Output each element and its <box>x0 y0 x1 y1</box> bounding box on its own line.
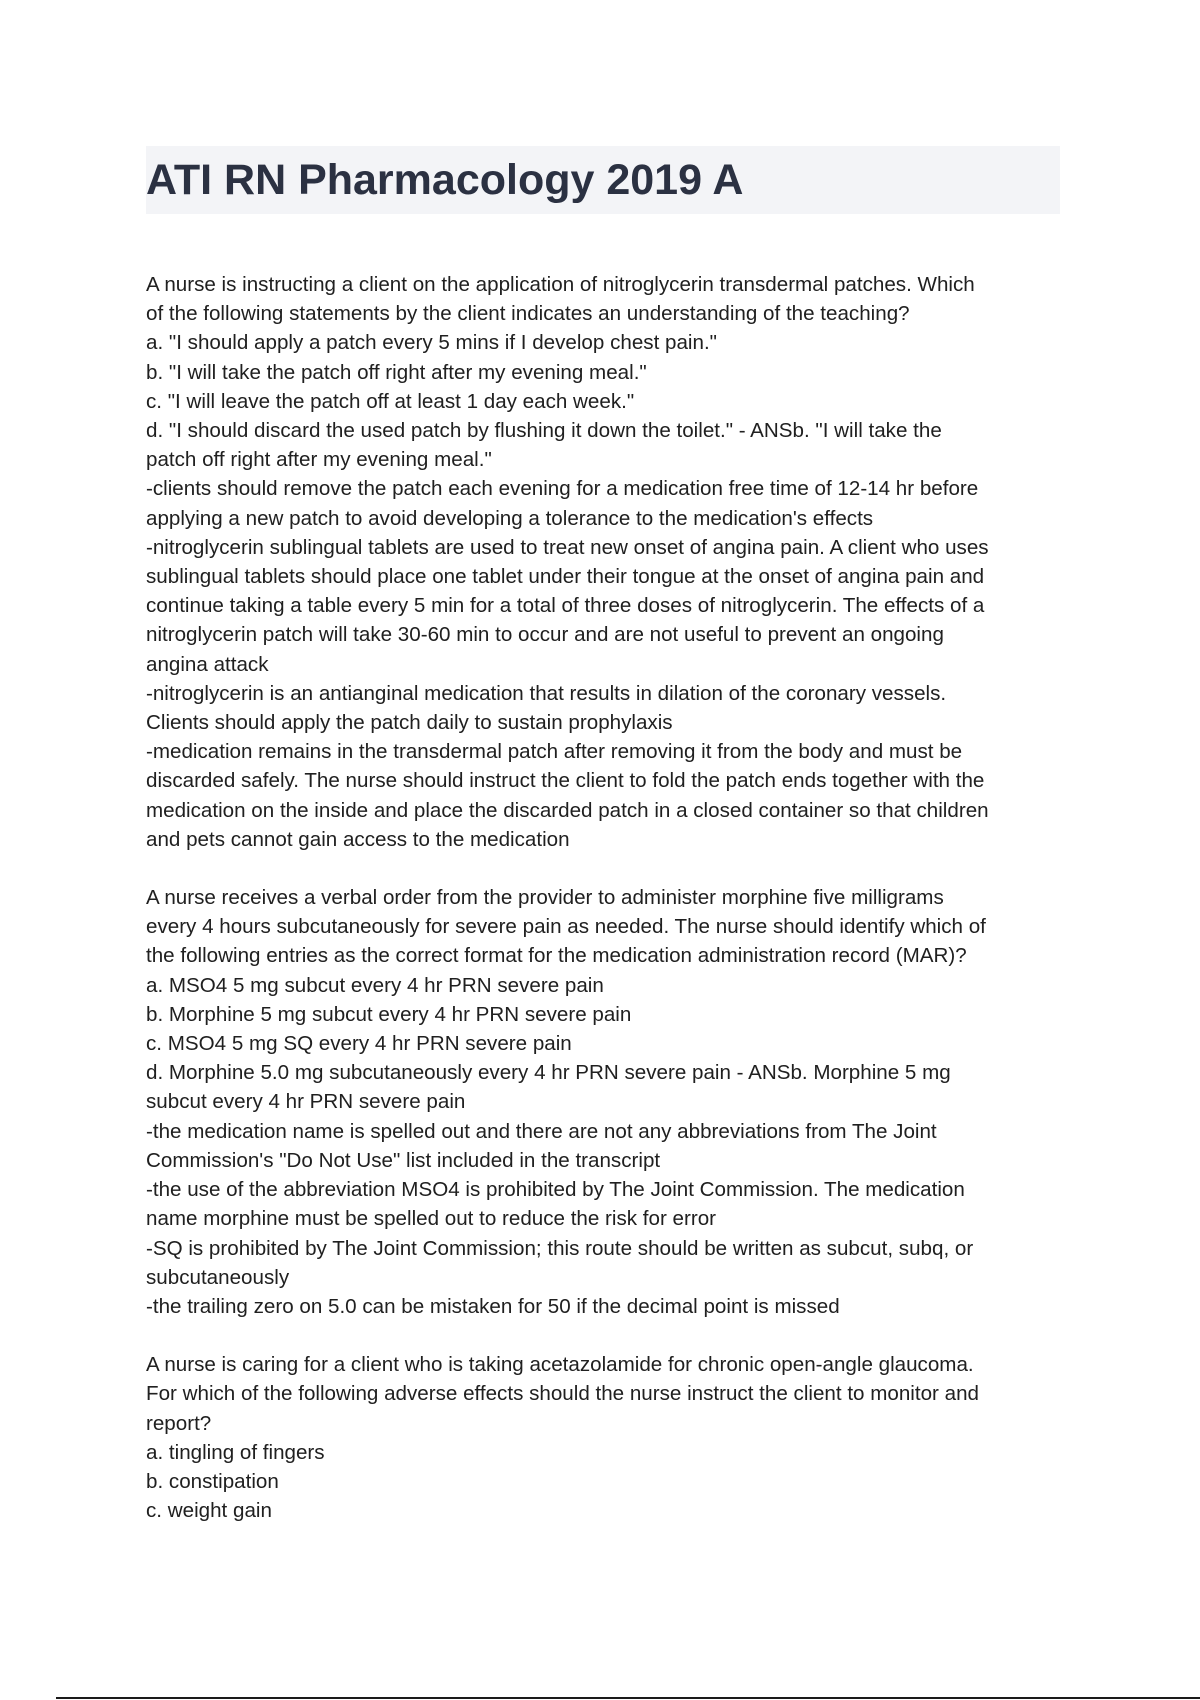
document-body <box>146 270 1066 1554</box>
text-line: of the following statements by the client indicates an understanding of the teaching? <box>146 302 910 326</box>
text-line: -nitroglycerin is an antianginal medication that results in dilation of the coronary vessels. <box>146 681 947 705</box>
text-line: sublingual tablets should place one tablet under their tongue at the onset of angina pain and <box>146 565 985 589</box>
text-line: Clients should apply the patch daily to sustain prophylaxis <box>146 711 673 735</box>
text-line: c. weight gain <box>146 1499 272 1523</box>
text-line: A nurse is caring for a client who is taking acetazolamide for chronic open-angle glaucoma. <box>146 1353 974 1377</box>
text-line: continue taking a table every 5 min for a total of three doses of nitroglycerin. The effects of a <box>146 594 985 618</box>
text-line: A nurse is instructing a client on the application of nitroglycerin transdermal patches. Which <box>146 273 975 296</box>
text-line: applying a new patch to avoid developing a tolerance to the medication's effects <box>146 506 874 530</box>
title-band <box>146 146 1060 214</box>
text-line: subcutaneously <box>146 1265 290 1289</box>
text-line: -clients should remove the patch each evening for a medication free time of 12-14 hr before <box>146 477 979 501</box>
text-line: -the medication name is spelled out and there are not any abbreviations from The Joint <box>146 1119 937 1143</box>
text-line: name morphine must be spelled out to reduce the risk for error <box>146 1207 717 1231</box>
text-line: nitroglycerin patch will take 30-60 min to occur and are not useful to prevent an ongoing <box>146 623 944 647</box>
text-line: b. Morphine 5 mg subcut every 4 hr PRN severe pain <box>146 1002 632 1026</box>
text-line: -SQ is prohibited by The Joint Commission; this route should be written as subcut, subq, or <box>146 1236 974 1260</box>
question-block-2 <box>146 883 1066 1321</box>
text-line: c. MSO4 5 mg SQ every 4 hr PRN severe pain <box>146 1032 572 1056</box>
text-line: report? <box>146 1411 212 1435</box>
text-line: a. "I should apply a patch every 5 mins if I develop chest pain." <box>146 331 717 355</box>
text-line: -nitroglycerin sublingual tablets are used to treat new onset of angina pain. A client who uses <box>146 535 989 559</box>
text-line: subcut every 4 hr PRN severe pain <box>146 1090 466 1114</box>
text-line: medication on the inside and place the discarded patch in a closed container so that children <box>146 798 989 822</box>
text-line: Commission's "Do Not Use" list included in the transcript <box>146 1148 661 1172</box>
text-line: d. "I should discard the used patch by flushing it down the toilet." - ANSb. "I will take the <box>146 419 942 443</box>
question-block-1 <box>146 270 1066 854</box>
text-line: b. "I will take the patch off right after my evening meal." <box>146 360 647 384</box>
text-line: every 4 hours subcutaneously for severe pain as needed. The nurse should identify which of <box>146 915 986 939</box>
text-line: -the use of the abbreviation MSO4 is prohibited by The Joint Commission. The medication <box>146 1178 965 1202</box>
question-block-3 <box>146 1350 1066 1525</box>
text-line: the following entries as the correct format for the medication administration record (MAR)? <box>146 944 967 968</box>
text-line: angina attack <box>146 652 269 676</box>
text-line: For which of the following adverse effects should the nurse instruct the client to monitor and <box>146 1382 979 1406</box>
text-line: d. Morphine 5.0 mg subcutaneously every 4 hr PRN severe pain - ANSb. Morphine 5 mg <box>146 1061 951 1085</box>
text-line: patch off right after my evening meal." <box>146 448 492 472</box>
footer-rule <box>56 1697 1200 1699</box>
text-line: and pets cannot gain access to the medication <box>146 827 570 851</box>
text-line: A nurse receives a verbal order from the provider to administer morphine five milligrams <box>146 886 944 910</box>
text-line: a. MSO4 5 mg subcut every 4 hr PRN severe pain <box>146 973 604 997</box>
text-line: -medication remains in the transdermal patch after removing it from the body and must be <box>146 740 963 764</box>
text-line: -the trailing zero on 5.0 can be mistaken for 50 if the decimal point is missed <box>146 1294 840 1318</box>
text-line: b. constipation <box>146 1469 279 1493</box>
text-line: c. "I will leave the patch off at least 1 day each week." <box>146 389 635 413</box>
text-line: a. tingling of fingers <box>146 1440 325 1464</box>
text-line: discarded safely. The nurse should instruct the client to fold the patch ends together with the <box>146 769 985 793</box>
page-title: ATI RN Pharmacology 2019 A <box>146 156 744 204</box>
